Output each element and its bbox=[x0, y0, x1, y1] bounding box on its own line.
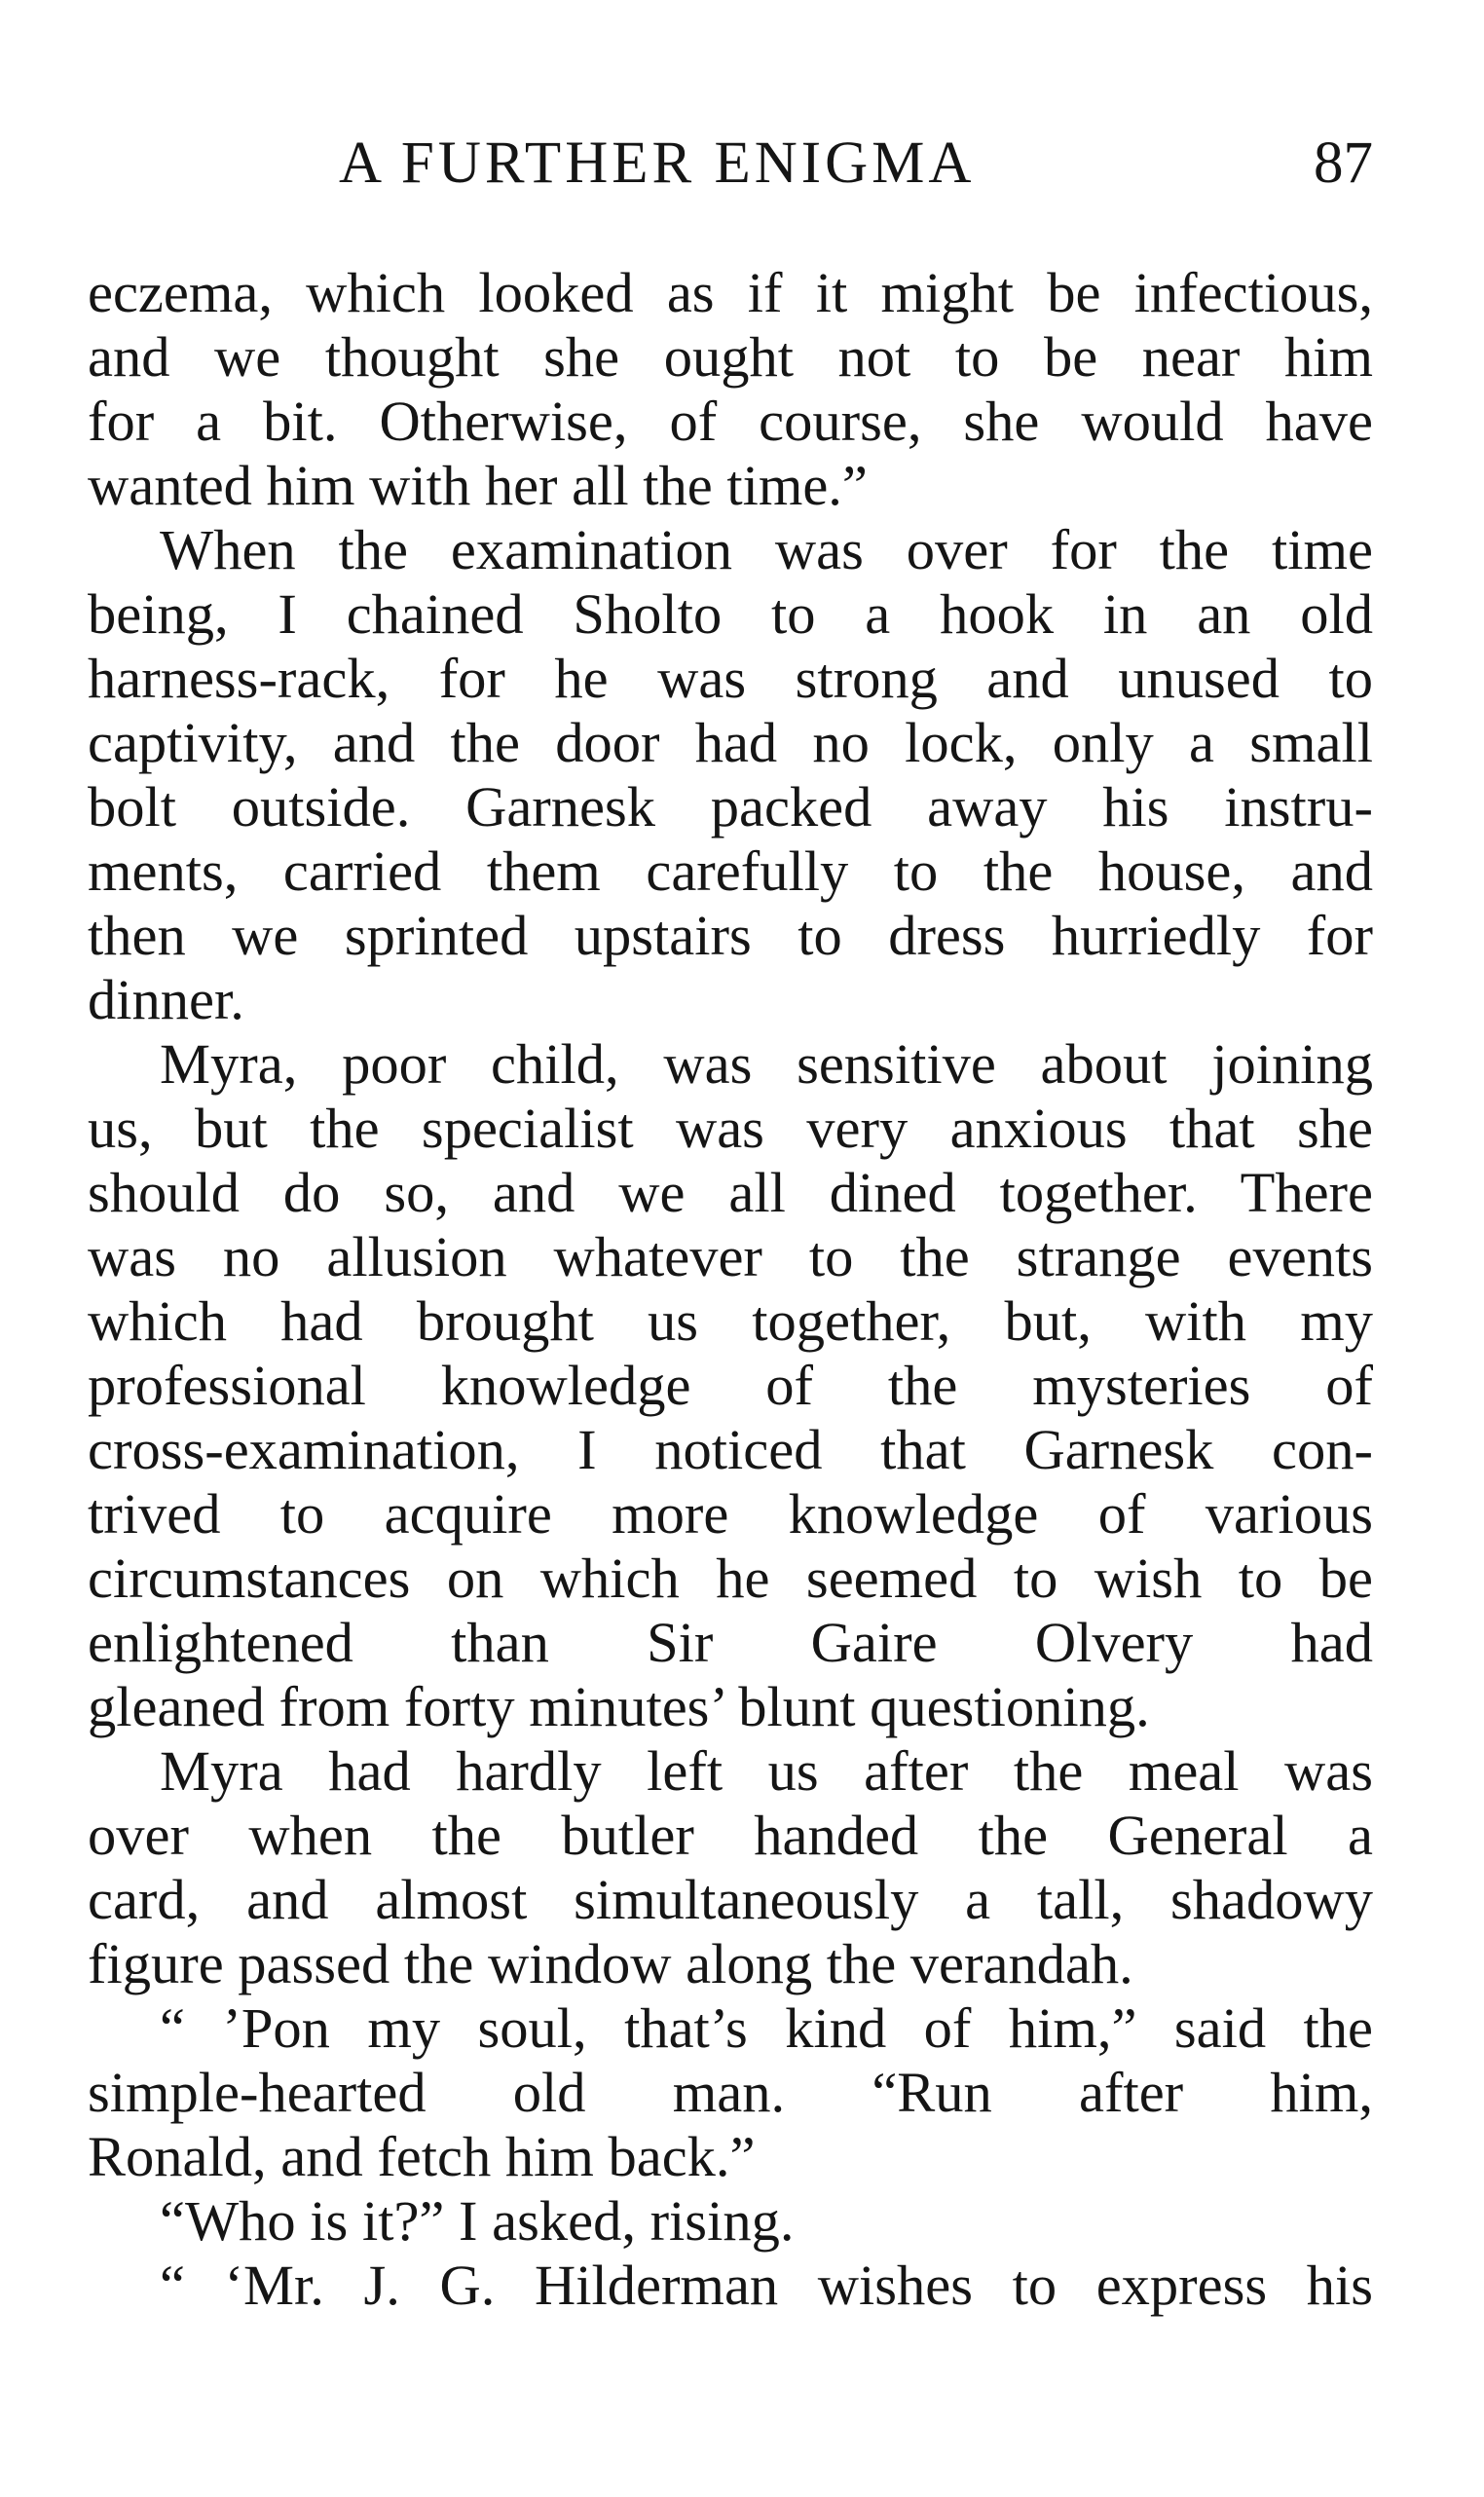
text-line: captivity, and the door had no lock, only a small bbox=[88, 711, 1373, 774]
text-line: dinner. bbox=[88, 968, 244, 1031]
text-line: enlightened than Sir Gaire Olvery had bbox=[88, 1611, 1373, 1674]
text-line: professional knowledge of the mysteries of bbox=[88, 1354, 1373, 1417]
text-line: being, I chained Sholto to a hook in an old bbox=[88, 582, 1373, 646]
text-line: Ronald, and fetch him back.” bbox=[88, 2125, 756, 2188]
text-line: gleaned from forty minutes’ blunt questioning. bbox=[88, 1675, 1150, 1738]
text-line: then we sprinted upstairs to dress hurriedly for bbox=[88, 904, 1373, 967]
text-line: Myra had hardly left us after the meal was bbox=[160, 1739, 1373, 1803]
text-line: us, but the specialist was very anxious that she bbox=[88, 1097, 1373, 1160]
text-line: trived to acquire more knowledge of various bbox=[88, 1482, 1373, 1546]
text-line: wanted him with her all the time.” bbox=[88, 454, 868, 517]
text-line: card, and almost simultaneously a tall, shadowy bbox=[88, 1868, 1373, 1931]
text-line: and we thought she ought not to be near him bbox=[88, 325, 1373, 389]
page-header bbox=[88, 125, 1373, 203]
text-line: eczema, which looked as if it might be infectious, bbox=[88, 261, 1373, 324]
text-line: Myra, poor child, was sensitive about joining bbox=[160, 1032, 1373, 1096]
text-line: bolt outside. Garnesk packed away his instru- bbox=[88, 775, 1373, 839]
text-line: over when the butler handed the General a bbox=[88, 1804, 1373, 1867]
page-number: 87 bbox=[1314, 130, 1373, 196]
text-line: figure passed the window along the verandah. bbox=[88, 1932, 1133, 1995]
text-line: “Who is it?” I asked, rising. bbox=[160, 2189, 795, 2253]
text-line: “ ’Pon my soul, that’s kind of him,” said the bbox=[160, 1996, 1373, 2060]
body-text bbox=[88, 261, 1373, 2318]
text-line: which had brought us together, but, with my bbox=[88, 1289, 1373, 1353]
running-title: A FURTHER ENIGMA bbox=[339, 130, 976, 196]
text-line: circumstances on which he seemed to wish to be bbox=[88, 1547, 1373, 1610]
text-line: simple-hearted old man. “Run after him, bbox=[88, 2061, 1373, 2124]
text-line: should do so, and we all dined together. There bbox=[88, 1161, 1373, 1224]
text-line: cross-examination, I noticed that Garnesk con- bbox=[88, 1418, 1373, 1481]
text-line: “ ‘Mr. J. G. Hilderman wishes to express his bbox=[160, 2254, 1373, 2317]
text-line: for a bit. Otherwise, of course, she would have bbox=[88, 390, 1373, 453]
text-line: harness-rack, for he was strong and unused to bbox=[88, 647, 1373, 710]
text-line: When the examination was over for the time bbox=[160, 518, 1373, 581]
text-line: ments, carried them carefully to the house, and bbox=[88, 839, 1373, 903]
text-line: was no allusion whatever to the strange events bbox=[88, 1225, 1373, 1288]
